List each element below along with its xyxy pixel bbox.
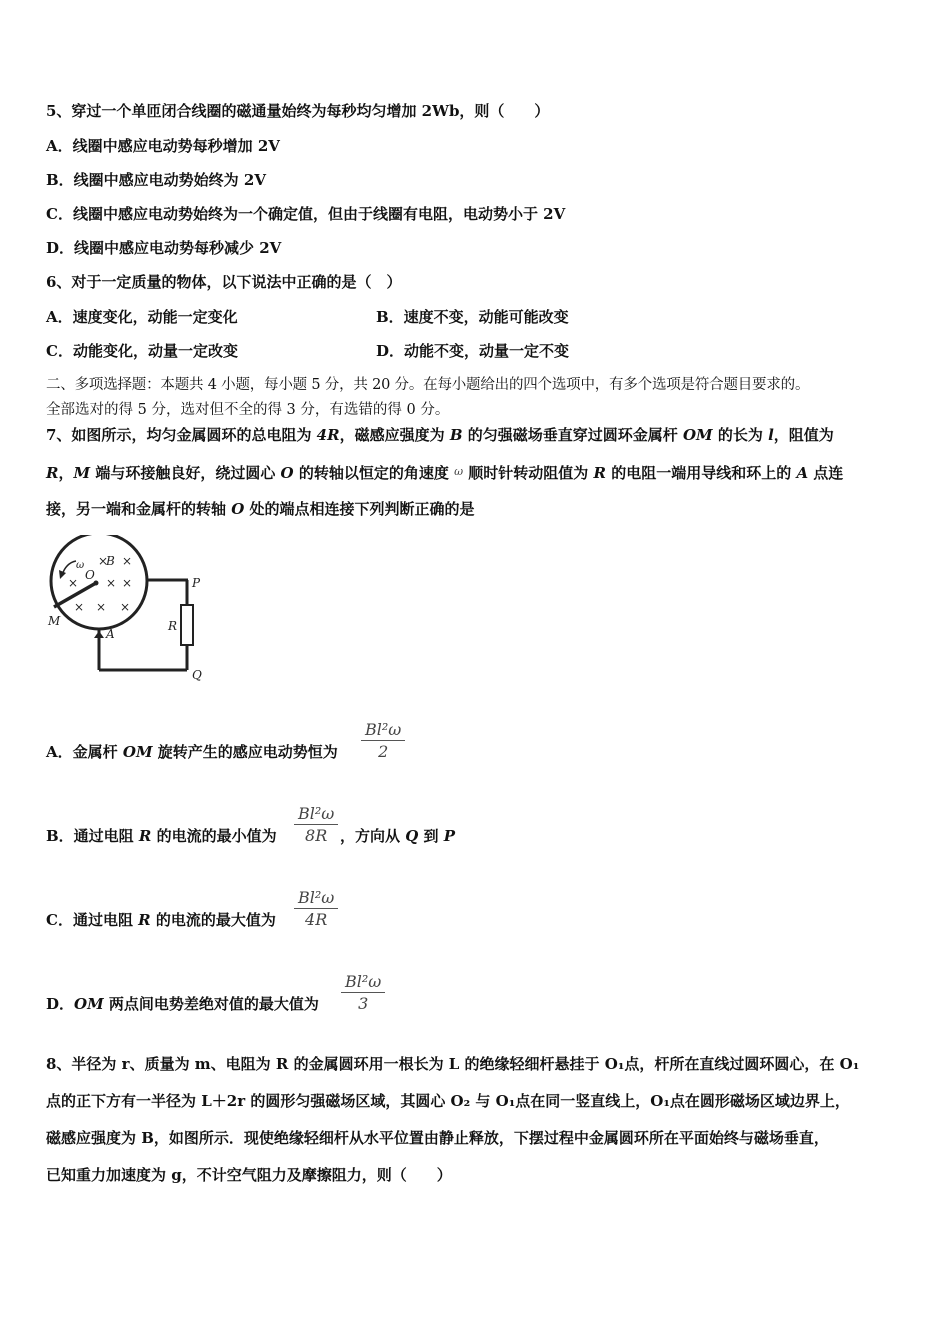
metal-ring bbox=[51, 535, 147, 629]
q5-option-c: C．线圈中感应电动势始终为一个确定值，但由于线圈有电阻，电动势小于 2V bbox=[46, 205, 566, 223]
q6-option-b: B．速度不变，动能可能改变 bbox=[376, 308, 569, 326]
q7-option-b: B．通过电阻 R 的电流的最小值为 bbox=[46, 827, 277, 845]
q5-option-a: A．线圈中感应电动势每秒增加 2V bbox=[46, 137, 280, 155]
q7-stem-line3: 接，另一端和金属杆的转轴 O 处的端点相连接下列判断正确的是 bbox=[46, 500, 475, 518]
svg-text:M: M bbox=[48, 614, 61, 628]
q5-option-d: D．线圈中感应电动势每秒减少 2V bbox=[46, 239, 282, 257]
q7-option-d-fraction: Bl²ω 3 bbox=[341, 972, 385, 1013]
svg-text:×: × bbox=[74, 600, 85, 614]
q8-stem-line2: 点的正下方有一半径为 L＋2r 的圆形匀强磁场区域，其圆心 O₂ 与 O₁点在同一竖直线上，O₁点在圆形磁场区域边界上， bbox=[46, 1092, 850, 1110]
q6-option-d: D．动能不变，动量一定不变 bbox=[376, 342, 570, 360]
svg-text:P: P bbox=[192, 576, 201, 590]
svg-text:O: O bbox=[85, 568, 95, 582]
q7-stem-line1: 7、如图所示，均匀金属圆环的总电阻为 4R，磁感应强度为 B 的匀强磁场垂直穿过圆环金属杆 OM 的长为 l，阻值为 bbox=[46, 426, 834, 444]
svg-text:×: × bbox=[106, 576, 117, 590]
q5-option-b: B．线圈中感应电动势始终为 2V bbox=[46, 171, 266, 189]
q7-option-c: C．通过电阻 R 的电流的最大值为 bbox=[46, 911, 276, 929]
svg-text:×: × bbox=[122, 576, 133, 590]
section-header-line1: 二、多项选择题：本题共 4 小题，每小题 5 分，共 20 分。在每小题给出的四个选项中，有多个选项是符合题目要求的。 bbox=[46, 377, 810, 393]
svg-text:×: × bbox=[96, 600, 107, 614]
q8-stem-line1: 8、半径为 r、质量为 m、电阻为 R 的金属圆环用一根长为 L 的绝缘轻细杆悬挂于 O₁点，杆所在直线过圆环圆心，在 O₁ bbox=[46, 1055, 860, 1073]
q7-circuit-diagram bbox=[40, 535, 220, 685]
q7-option-a: A．金属杆 OM 旋转产生的感应电动势恒为 bbox=[46, 743, 338, 761]
q7-option-d: D．OM 两点间电势差绝对值的最大值为 bbox=[46, 995, 319, 1013]
section-header-line2: 全部选对的得 5 分，选对但不全的得 3 分，有选错的得 0 分。 bbox=[46, 402, 450, 418]
q8-stem-line3: 磁感应强度为 B，如图所示．现使绝缘轻细杆从水平位置由静止释放，下摆过程中金属圆环所在平面始终与磁场垂直， bbox=[46, 1129, 829, 1147]
q7-option-b-fraction: Bl²ω 8R bbox=[294, 804, 338, 845]
svg-text:R: R bbox=[168, 619, 178, 633]
q7-option-c-fraction: Bl²ω 4R bbox=[294, 888, 338, 929]
q8-stem-line4: 已知重力加速度为 g，不计空气阻力及摩擦阻力，则（ ） bbox=[46, 1166, 452, 1184]
q6-option-c: C．动能变化，动量一定改变 bbox=[46, 342, 238, 360]
svg-text:×: × bbox=[98, 554, 109, 568]
svg-text:×: × bbox=[120, 600, 131, 614]
q7-stem-line2: R，M 端与环接触良好，绕过圆心 O 的转轴以恒定的角速度 $^\omega$ 顺时针转动阻值为 R 的电阻一端用导线和环上的 A 点连 bbox=[46, 464, 844, 482]
svg-text:B: B bbox=[106, 554, 115, 568]
resistor bbox=[181, 605, 193, 645]
svg-text:Q: Q bbox=[192, 668, 202, 682]
svg-text:A: A bbox=[106, 627, 115, 641]
q5-stem: 5、穿过一个单匝闭合线圈的磁通量始终为每秒均匀增加 2Wb，则（ ） bbox=[46, 102, 550, 120]
q7-option-a-fraction: Bl²ω 2 bbox=[361, 720, 405, 761]
q6-option-a: A．速度变化，动能一定变化 bbox=[46, 308, 238, 326]
svg-text:ω: ω bbox=[76, 560, 85, 571]
q6-stem: 6、对于一定质量的物体，以下说法中正确的是（ ） bbox=[46, 273, 402, 291]
q7-option-b-direction: ，方向从 Q 到 P bbox=[340, 827, 456, 845]
svg-text:×: × bbox=[68, 576, 79, 590]
svg-text:×: × bbox=[122, 554, 133, 568]
